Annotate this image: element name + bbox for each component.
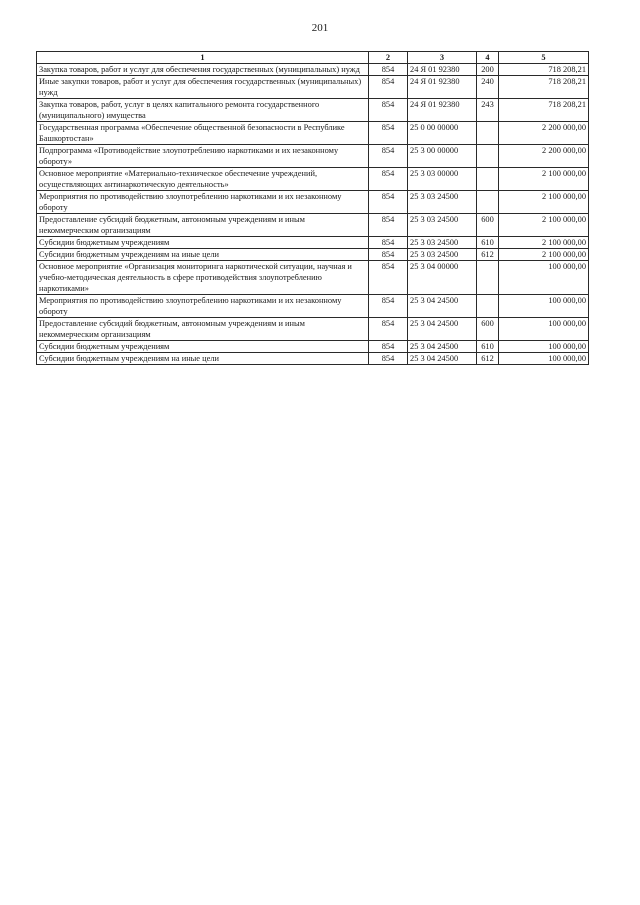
budget-table <box>36 51 589 365</box>
row-name: Субсидии бюджетным учреждениям <box>37 237 369 249</box>
row-expense-type: 600 <box>477 318 499 341</box>
row-expense-type <box>477 145 499 168</box>
row-expense-type <box>477 122 499 145</box>
row-name: Иные закупки товаров, работ и услуг для обеспечения государственных (муниципальных) нужд <box>37 76 369 99</box>
row-name: Мероприятия по противодействию злоупотреблению наркотиками и их незаконному обороту <box>37 295 369 318</box>
table-row <box>37 99 589 122</box>
row-dept-code: 854 <box>369 64 408 76</box>
header-col-4: 4 <box>477 52 499 64</box>
row-amount: 2 200 000,00 <box>499 122 589 145</box>
row-dept-code: 854 <box>369 168 408 191</box>
row-expense-type: 612 <box>477 353 499 365</box>
row-name: Мероприятия по противодействию злоупотреблению наркотиками и их незаконному обороту <box>37 191 369 214</box>
row-expense-type: 610 <box>477 341 499 353</box>
row-target-article: 25 3 03 24500 <box>408 191 477 214</box>
row-amount: 718 208,21 <box>499 64 589 76</box>
header-col-5: 5 <box>499 52 589 64</box>
row-target-article: 25 3 04 24500 <box>408 341 477 353</box>
row-name: Государственная программа «Обеспечение общественной безопасности в Республике Башкортостан» <box>37 122 369 145</box>
row-expense-type <box>477 168 499 191</box>
row-name: Основное мероприятие «Организация мониторинга наркотической ситуации, научная и учебно-методическая деятельность в сфере противодействия злоупотреблению наркотиками» <box>37 261 369 295</box>
row-expense-type: 243 <box>477 99 499 122</box>
row-target-article: 25 3 04 24500 <box>408 295 477 318</box>
row-dept-code: 854 <box>369 249 408 261</box>
row-dept-code: 854 <box>369 353 408 365</box>
row-name: Предоставление субсидий бюджетным, автономным учреждениям и иным некоммерческим организациям <box>37 214 369 237</box>
table-row <box>37 76 589 99</box>
row-target-article: 25 3 04 24500 <box>408 353 477 365</box>
row-dept-code: 854 <box>369 76 408 99</box>
row-amount: 100 000,00 <box>499 353 589 365</box>
row-target-article: 25 3 03 24500 <box>408 249 477 261</box>
row-dept-code: 854 <box>369 341 408 353</box>
header-col-3: 3 <box>408 52 477 64</box>
row-target-article: 25 3 03 24500 <box>408 237 477 249</box>
table-row <box>37 214 589 237</box>
row-amount: 2 100 000,00 <box>499 237 589 249</box>
table-header <box>37 52 589 64</box>
row-target-article: 25 0 00 00000 <box>408 122 477 145</box>
table-row <box>37 318 589 341</box>
row-expense-type <box>477 261 499 295</box>
row-target-article: 25 3 00 00000 <box>408 145 477 168</box>
row-target-article: 24 Я 01 92380 <box>408 64 477 76</box>
row-amount: 2 100 000,00 <box>499 191 589 214</box>
page-number: 201 <box>311 22 329 34</box>
row-dept-code: 854 <box>369 261 408 295</box>
row-amount: 2 100 000,00 <box>499 214 589 237</box>
row-name: Предоставление субсидий бюджетным, автономным учреждениям и иным некоммерческим организациям <box>37 318 369 341</box>
row-expense-type <box>477 191 499 214</box>
row-name: Субсидии бюджетным учреждениям <box>37 341 369 353</box>
header-col-2: 2 <box>369 52 408 64</box>
row-dept-code: 854 <box>369 318 408 341</box>
row-name: Субсидии бюджетным учреждениям на иные цели <box>37 249 369 261</box>
table-row <box>37 261 589 295</box>
row-expense-type: 612 <box>477 249 499 261</box>
table-row <box>37 191 589 214</box>
row-name: Закупка товаров, работ и услуг для обеспечения государственных (муниципальных) нужд <box>37 64 369 76</box>
header-row <box>37 52 589 64</box>
row-expense-type <box>477 295 499 318</box>
row-dept-code: 854 <box>369 145 408 168</box>
row-dept-code: 854 <box>369 99 408 122</box>
row-target-article: 25 3 04 24500 <box>408 318 477 341</box>
table-row <box>37 145 589 168</box>
row-dept-code: 854 <box>369 214 408 237</box>
table-row <box>37 249 589 261</box>
row-amount: 2 100 000,00 <box>499 168 589 191</box>
row-target-article: 24 Я 01 92380 <box>408 99 477 122</box>
row-name: Закупка товаров, работ, услуг в целях капитального ремонта государственного (муниципального) имущества <box>37 99 369 122</box>
row-amount: 100 000,00 <box>499 295 589 318</box>
table-row <box>37 353 589 365</box>
row-amount: 2 200 000,00 <box>499 145 589 168</box>
row-amount: 100 000,00 <box>499 318 589 341</box>
row-dept-code: 854 <box>369 191 408 214</box>
table-row <box>37 168 589 191</box>
table-row <box>37 295 589 318</box>
row-amount: 100 000,00 <box>499 341 589 353</box>
row-target-article: 24 Я 01 92380 <box>408 76 477 99</box>
table-row <box>37 341 589 353</box>
row-amount: 2 100 000,00 <box>499 249 589 261</box>
row-expense-type: 610 <box>477 237 499 249</box>
row-dept-code: 854 <box>369 295 408 318</box>
row-target-article: 25 3 03 24500 <box>408 214 477 237</box>
row-name: Подпрограмма «Противодействие злоупотреблению наркотиками и их незаконному обороту» <box>37 145 369 168</box>
row-name: Субсидии бюджетным учреждениям на иные цели <box>37 353 369 365</box>
row-expense-type: 600 <box>477 214 499 237</box>
row-amount: 100 000,00 <box>499 261 589 295</box>
row-target-article: 25 3 03 00000 <box>408 168 477 191</box>
row-amount: 718 208,21 <box>499 99 589 122</box>
table-row <box>37 237 589 249</box>
table-body <box>37 64 589 365</box>
row-expense-type: 200 <box>477 64 499 76</box>
table-row <box>37 64 589 76</box>
row-dept-code: 854 <box>369 122 408 145</box>
row-name: Основное мероприятие «Материально-техническое обеспечение учреждений, осуществляющих антинаркотическую деятельность» <box>37 168 369 191</box>
row-target-article: 25 3 04 00000 <box>408 261 477 295</box>
row-amount: 718 208,21 <box>499 76 589 99</box>
table-row <box>37 122 589 145</box>
row-expense-type: 240 <box>477 76 499 99</box>
row-dept-code: 854 <box>369 237 408 249</box>
header-col-1: 1 <box>37 52 369 64</box>
